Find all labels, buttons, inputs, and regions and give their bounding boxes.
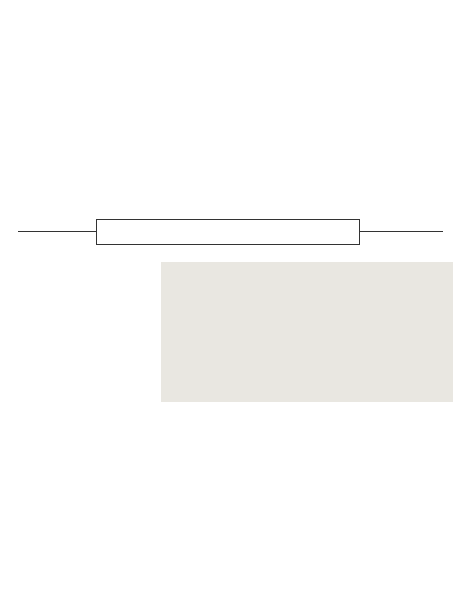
column-middle [166,408,311,414]
title-rule-left [18,231,96,232]
pattern-title [96,219,360,245]
title-rule-right [359,231,443,232]
column-right [315,408,455,414]
back-side-graph [0,0,460,205]
photo-back-hot-pad [306,262,453,402]
photo-front-hot-pad [161,262,308,402]
column-left [18,258,158,264]
